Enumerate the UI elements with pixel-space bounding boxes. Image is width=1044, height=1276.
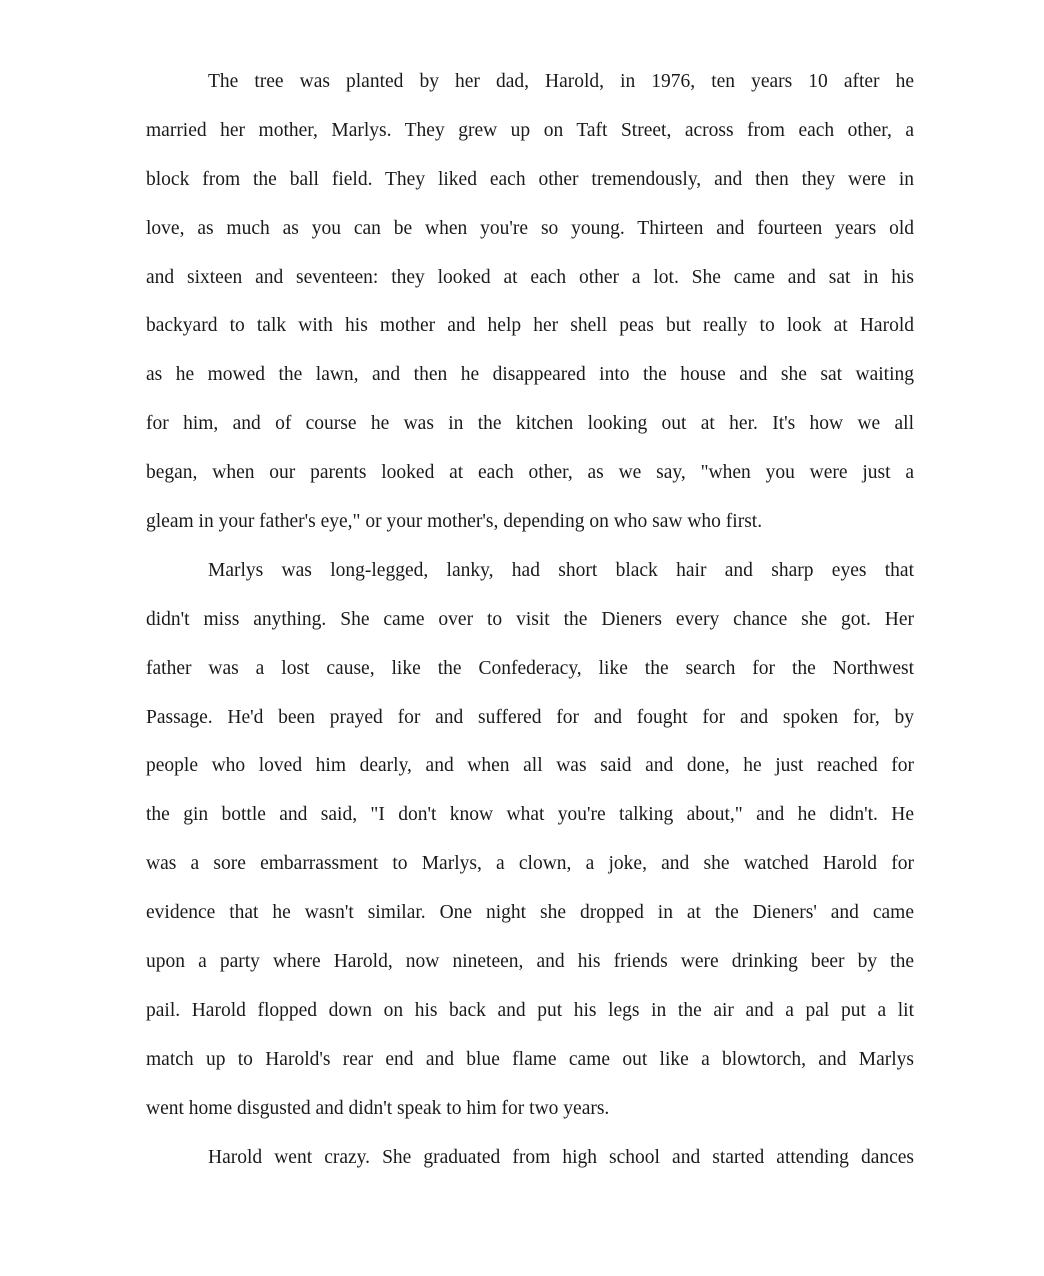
paragraph-2-line-6: the gin bottle and said, "I don't know what you're talking about," and he didn't. He [146, 804, 914, 826]
paragraph-1-line-4: love, as much as you can be when you're so young. Thirteen and fourteen years old [146, 217, 914, 239]
paragraph-2-line-12: went home disgusted and didn't speak to him for two years. [146, 1097, 610, 1119]
paragraph-2-line-1: Marlys was long-legged, lanky, had short black hair and sharp eyes that [208, 559, 914, 581]
paragraph-2-line-11: match up to Harold's rear end and blue flame came out like a blowtorch, and Marlys [146, 1048, 914, 1070]
body-text [146, 58, 914, 1182]
paragraph-2-line-5: people who loved him dearly, and when all was said and done, he just reached for [146, 755, 914, 777]
paragraph-1-line-1: The tree was planted by her dad, Harold, in 1976, ten years 10 after he [208, 71, 914, 92]
paragraph-2-line-7: was a sore embarrassment to Marlys, a clown, a joke, and she watched Harold for [146, 853, 914, 875]
paragraph-1-line-2: married her mother, Marlys. They grew up on Taft Street, across from each other, a [146, 119, 914, 141]
paragraph-1-line-10: gleam in your father's eye," or your mother's, depending on who saw who first. [146, 511, 763, 533]
paragraph-1-line-6: backyard to talk with his mother and help her shell peas but really to look at Harold [146, 315, 914, 337]
paragraph-2-line-8: evidence that he wasn't similar. One night she dropped in at the Dieners' and came [146, 902, 914, 924]
paragraph-2-line-2: didn't miss anything. She came over to visit the Dieners every chance she got. Her [146, 608, 914, 630]
paragraph-2-line-4: Passage. He'd been prayed for and suffered for and fought for and spoken for, by [146, 706, 914, 728]
paragraph-3-line-1: Harold went crazy. She graduated from high school and started attending dances [208, 1146, 914, 1168]
paragraph-2-line-10: pail. Harold flopped down on his back and put his legs in the air and a pal put a lit [146, 999, 914, 1021]
paragraph-1-line-3: block from the ball field. They liked each other tremendously, and then they were in [146, 168, 914, 190]
paragraph-2-line-9: upon a party where Harold, now nineteen, and his friends were drinking beer by the [146, 951, 914, 973]
paragraph-1-line-8: for him, and of course he was in the kitchen looking out at her. It's how we all [146, 413, 914, 435]
paragraph-1-line-7: as he mowed the lawn, and then he disappeared into the house and she sat waiting [146, 364, 914, 386]
paragraph-1-line-5: and sixteen and seventeen: they looked at each other a lot. She came and sat in his [146, 266, 914, 288]
paragraph-1-line-9: began, when our parents looked at each other, as we say, "when you were just a [146, 462, 914, 484]
paragraph-2-line-3: father was a lost cause, like the Confederacy, like the search for the Northwest [146, 657, 914, 679]
